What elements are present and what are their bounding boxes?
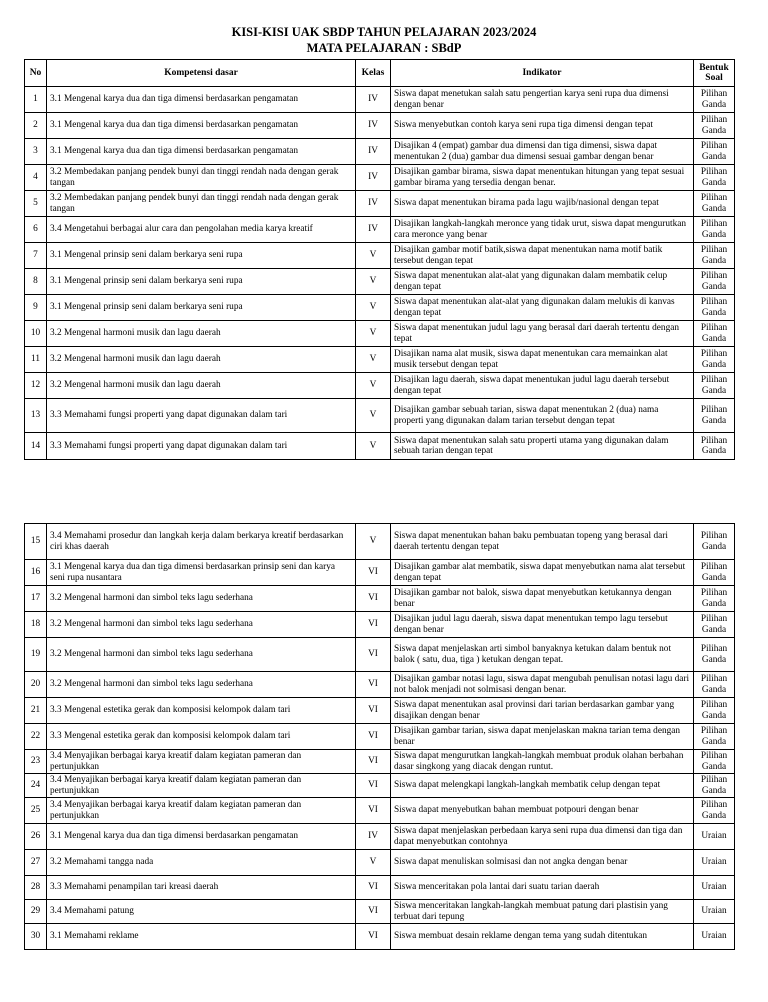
indikator-cell: Siswa dapat menentukan alat-alat yang digunakan dalam membatik celup dengan tepat: [391, 269, 694, 295]
row-number: 13: [25, 399, 47, 433]
kelas-cell: VI: [356, 698, 391, 724]
indikator-cell: Disajikan gambar tarian, siswa dapat menjelaskan makna tarian tema dengan benar: [391, 724, 694, 750]
row-number: 22: [25, 724, 47, 750]
bentuk-soal-cell: Pilihan Ganda: [694, 321, 735, 347]
kompetensi-cell: 3.3 Mengenal estetika gerak dan komposisi kelompok dalam tari: [47, 698, 356, 724]
kelas-cell: VI: [356, 750, 391, 774]
kompetensi-cell: 3.3 Mengenal estetika gerak dan komposisi kelompok dalam tari: [47, 724, 356, 750]
kompetensi-cell: 3.1 Mengenal karya dua dan tiga dimensi berdasarkan pengamatan: [47, 139, 356, 165]
row-number: 2: [25, 113, 47, 139]
kelas-cell: V: [356, 373, 391, 399]
bentuk-soal-cell: Pilihan Ganda: [694, 399, 735, 433]
kelas-cell: VI: [356, 774, 391, 798]
table-row: [25, 321, 735, 347]
kompetensi-cell: 3.2 Membedakan panjang pendek bunyi dan tinggi rendah nada dengan gerak tangan: [47, 191, 356, 217]
row-number: 30: [25, 924, 47, 950]
row-number: 26: [25, 824, 47, 850]
kompetensi-cell: 3.1 Mengenal karya dua dan tiga dimensi berdasarkan prinsip seni dan karya seni rupa nusantara: [47, 560, 356, 586]
kelas-cell: V: [356, 524, 391, 560]
table-row: [25, 139, 735, 165]
indikator-cell: Disajikan gambar birama, siswa dapat menentukan hitungan yang tepat sesuai gambar birama yang tersedia dengan benar.: [391, 165, 694, 191]
bentuk-soal-cell: Pilihan Ganda: [694, 191, 735, 217]
row-number: 4: [25, 165, 47, 191]
kompetensi-cell: 3.3 Memahami penampilan tari kreasi daerah: [47, 876, 356, 900]
kelas-cell: VI: [356, 724, 391, 750]
indikator-cell: Disajikan gambar not balok, siswa dapat menyebutkan ketukannya dengan benar: [391, 586, 694, 612]
kelas-cell: V: [356, 321, 391, 347]
kelas-cell: VI: [356, 672, 391, 698]
row-number: 12: [25, 373, 47, 399]
row-number: 10: [25, 321, 47, 347]
kelas-cell: V: [356, 347, 391, 373]
indikator-cell: Siswa dapat menetukan salah satu pengertian karya seni rupa dua dimensi dengan benar: [391, 87, 694, 113]
indikator-cell: Siswa dapat melengkapi langkah-langkah membatik celup dengan tepat: [391, 774, 694, 798]
kelas-cell: IV: [356, 87, 391, 113]
row-number: 27: [25, 850, 47, 876]
kompetensi-cell: 3.1 Mengenal karya dua dan tiga dimensi berdasarkan pengamatan: [47, 113, 356, 139]
row-number: 28: [25, 876, 47, 900]
indikator-cell: Siswa menceritakan langkah-langkah membuat patung dari plastisin yang terbuat dari tepung: [391, 900, 694, 924]
kompetensi-cell: 3.2 Mengenal harmoni dan simbol teks lagu sederhana: [47, 638, 356, 672]
row-number: 6: [25, 217, 47, 243]
row-number: 7: [25, 243, 47, 269]
table-row: [25, 399, 735, 433]
kelas-cell: IV: [356, 824, 391, 850]
row-number: 21: [25, 698, 47, 724]
table-row: [25, 243, 735, 269]
bentuk-soal-cell: Uraian: [694, 824, 735, 850]
row-number: 23: [25, 750, 47, 774]
indikator-cell: Disajikan gambar motif batik,siswa dapat menentukan nama motif batik tersebut dengan tepat: [391, 243, 694, 269]
table-row: [25, 824, 735, 850]
bentuk-soal-cell: Pilihan Ganda: [694, 698, 735, 724]
bentuk-soal-cell: Pilihan Ganda: [694, 347, 735, 373]
indikator-cell: Siswa dapat menentukan salah satu properti utama yang digunakan dalam sebuah tarian dengan tepat: [391, 433, 694, 460]
bentuk-soal-cell: Pilihan Ganda: [694, 243, 735, 269]
indikator-cell: Siswa membuat desain reklame dengan tema yang sudah ditentukan: [391, 924, 694, 950]
kompetensi-cell: 3.1 Mengenal prinsip seni dalam berkarya seni rupa: [47, 243, 356, 269]
table-row: [25, 750, 735, 774]
table-row: [25, 560, 735, 586]
bentuk-soal-cell: Uraian: [694, 876, 735, 900]
bentuk-soal-cell: Pilihan Ganda: [694, 560, 735, 586]
row-number: 5: [25, 191, 47, 217]
bentuk-soal-cell: Pilihan Ganda: [694, 113, 735, 139]
kompetensi-cell: 3.1 Mengenal karya dua dan tiga dimensi berdasarkan pengamatan: [47, 87, 356, 113]
bentuk-soal-cell: Pilihan Ganda: [694, 165, 735, 191]
kelas-cell: V: [356, 295, 391, 321]
bentuk-soal-cell: Uraian: [694, 924, 735, 950]
indikator-cell: Siswa dapat menentukan birama pada lagu wajib/nasional dengan tepat: [391, 191, 694, 217]
page-subtitle: MATA PELAJARAN : SBdP: [306, 41, 462, 55]
table-row: [25, 433, 735, 460]
table-row: [25, 798, 735, 824]
indikator-cell: Siswa dapat menuliskan solmisasi dan not angka dengan benar: [391, 850, 694, 876]
bentuk-soal-cell: Pilihan Ganda: [694, 672, 735, 698]
indikator-cell: Disajikan gambar sebuah tarian, siswa dapat menentukan 2 (dua) nama properti yang digunakan dalam tarian tersebut dengan tepat: [391, 399, 694, 433]
table-row: [25, 924, 735, 950]
table-row: [25, 876, 735, 900]
indikator-cell: Disajikan langkah-langkah meronce yang tidak urut, siswa dapat mengurutkan cara meronce yang benar: [391, 217, 694, 243]
row-number: 20: [25, 672, 47, 698]
bentuk-soal-cell: Pilihan Ganda: [694, 524, 735, 560]
kompetensi-cell: 3.4 Menyajikan berbagai karya kreatif dalam kegiatan pameran dan pertunjukkan: [47, 798, 356, 824]
indikator-cell: Disajikan gambar notasi lagu, siswa dapat mengubah penulisan notasi lagu dari not balok menjadi not solmisasi dengan benar.: [391, 672, 694, 698]
kelas-cell: V: [356, 850, 391, 876]
kelas-cell: VI: [356, 900, 391, 924]
kompetensi-cell: 3.2 Mengenal harmoni musik dan lagu daerah: [47, 347, 356, 373]
row-number: 8: [25, 269, 47, 295]
kelas-cell: VI: [356, 586, 391, 612]
indikator-cell: Siswa dapat menjelaskan arti simbol banyaknya ketukan dalam bentuk not balok ( satu, dua, tiga ) ketukan dengan tepat.: [391, 638, 694, 672]
kompetensi-cell: 3.2 Mengenal harmoni musik dan lagu daerah: [47, 373, 356, 399]
kisi-kisi-table-page-2: [24, 523, 735, 950]
kompetensi-cell: 3.3 Memahami fungsi properti yang dapat digunakan dalam tari: [47, 399, 356, 433]
kompetensi-cell: 3.2 Mengenal harmoni dan simbol teks lagu sederhana: [47, 672, 356, 698]
bentuk-soal-cell: Pilihan Ganda: [694, 612, 735, 638]
table-row: [25, 612, 735, 638]
kompetensi-cell: 3.2 Membedakan panjang pendek bunyi dan tinggi rendah nada dengan gerak tangan: [47, 165, 356, 191]
table-row: [25, 217, 735, 243]
table-row: [25, 165, 735, 191]
indikator-cell: Siswa dapat menjelaskan perbedaan karya seni rupa dua dimensi dan tiga dan dapat menyebutkan contohnya: [391, 824, 694, 850]
table-row: [25, 113, 735, 139]
row-number: 19: [25, 638, 47, 672]
kelas-cell: VI: [356, 798, 391, 824]
bentuk-soal-cell: Pilihan Ganda: [694, 295, 735, 321]
kompetensi-cell: 3.2 Mengenal harmoni dan simbol teks lagu sederhana: [47, 586, 356, 612]
kompetensi-cell: 3.2 Mengenal harmoni dan simbol teks lagu sederhana: [47, 612, 356, 638]
table-row: [25, 347, 735, 373]
row-number: 25: [25, 798, 47, 824]
table-row: [25, 850, 735, 876]
kelas-cell: IV: [356, 113, 391, 139]
column-header-bentuk: Bentuk Soal: [694, 60, 735, 87]
table-row: [25, 724, 735, 750]
kelas-cell: VI: [356, 612, 391, 638]
column-header-kompetensi: Kompetensi dasar: [47, 60, 356, 87]
table-row: [25, 586, 735, 612]
bentuk-soal-cell: Pilihan Ganda: [694, 87, 735, 113]
kelas-cell: V: [356, 433, 391, 460]
row-number: 29: [25, 900, 47, 924]
bentuk-soal-cell: Pilihan Ganda: [694, 774, 735, 798]
table-row: [25, 373, 735, 399]
indikator-cell: Siswa dapat menentukan alat-alat yang digunakan dalam melukis di kanvas dengan tepat: [391, 295, 694, 321]
kelas-cell: VI: [356, 638, 391, 672]
bentuk-soal-cell: Pilihan Ganda: [694, 750, 735, 774]
indikator-cell: Siswa menceritakan pola lantai dari suatu tarian daerah: [391, 876, 694, 900]
table-row: [25, 87, 735, 113]
kisi-kisi-table-page-1: [24, 59, 735, 460]
kompetensi-cell: 3.4 Mengetahui berbagai alur cara dan pengolahan media karya kreatif: [47, 217, 356, 243]
bentuk-soal-cell: Uraian: [694, 900, 735, 924]
row-number: 14: [25, 433, 47, 460]
indikator-cell: Disajikan nama alat musik, siswa dapat menentukan cara memainkan alat musik tersebut dengan tepat: [391, 347, 694, 373]
kelas-cell: V: [356, 399, 391, 433]
bentuk-soal-cell: Pilihan Ganda: [694, 798, 735, 824]
kompetensi-cell: 3.1 Memahami reklame: [47, 924, 356, 950]
bentuk-soal-cell: Uraian: [694, 850, 735, 876]
kelas-cell: IV: [356, 191, 391, 217]
indikator-cell: Disajikan gambar alat membatik, siswa dapat menyebutkan nama alat tersebut dengan tepat: [391, 560, 694, 586]
table-row: [25, 672, 735, 698]
kelas-cell: IV: [356, 217, 391, 243]
column-header-indikator: Indikator: [391, 60, 694, 87]
indikator-cell: Siswa dapat menentukan judul lagu yang berasal dari daerah tertentu dengan tepat: [391, 321, 694, 347]
table-row: [25, 524, 735, 560]
page-title: KISI-KISI UAK SBDP TAHUN PELAJARAN 2023/2024: [231, 25, 537, 39]
row-number: 16: [25, 560, 47, 586]
table-row: [25, 774, 735, 798]
kompetensi-cell: 3.3 Memahami fungsi properti yang dapat digunakan dalam tari: [47, 433, 356, 460]
kompetensi-cell: 3.2 Memahami tangga nada: [47, 850, 356, 876]
kompetensi-cell: 3.1 Mengenal prinsip seni dalam berkarya seni rupa: [47, 269, 356, 295]
table-row: [25, 269, 735, 295]
bentuk-soal-cell: Pilihan Ganda: [694, 638, 735, 672]
bentuk-soal-cell: Pilihan Ganda: [694, 139, 735, 165]
indikator-cell: Disajikan lagu daerah, siswa dapat menentukan judul lagu daerah tersebut dengan tepat: [391, 373, 694, 399]
bentuk-soal-cell: Pilihan Ganda: [694, 724, 735, 750]
table-row: [25, 295, 735, 321]
kelas-cell: IV: [356, 165, 391, 191]
bentuk-soal-cell: Pilihan Ganda: [694, 217, 735, 243]
bentuk-soal-cell: Pilihan Ganda: [694, 433, 735, 460]
kelas-cell: V: [356, 269, 391, 295]
row-number: 15: [25, 524, 47, 560]
kompetensi-cell: 3.4 Memahami prosedur dan langkah kerja dalam berkarya kreatif berdasarkan ciri khas daerah: [47, 524, 356, 560]
kelas-cell: V: [356, 243, 391, 269]
bentuk-soal-cell: Pilihan Ganda: [694, 269, 735, 295]
kelas-cell: VI: [356, 924, 391, 950]
row-number: 9: [25, 295, 47, 321]
kompetensi-cell: 3.4 Menyajikan berbagai karya kreatif dalam kegiatan pameran dan pertunjukkan: [47, 774, 356, 798]
indikator-cell: Siswa dapat mengurutkan langkah-langkah membuat produk olahan berbahan dasar singkong yang diacak dengan runtut.: [391, 750, 694, 774]
kompetensi-cell: 3.1 Mengenal karya dua dan tiga dimensi berdasarkan pengamatan: [47, 824, 356, 850]
indikator-cell: Siswa dapat menyebutkan bahan membuat potpouri dengan benar: [391, 798, 694, 824]
table-row: [25, 900, 735, 924]
kompetensi-cell: 3.4 Menyajikan berbagai karya kreatif dalam kegiatan pameran dan pertunjukkan: [47, 750, 356, 774]
row-number: 17: [25, 586, 47, 612]
row-number: 11: [25, 347, 47, 373]
bentuk-soal-cell: Pilihan Ganda: [694, 586, 735, 612]
kompetensi-cell: 3.4 Memahami patung: [47, 900, 356, 924]
bentuk-soal-cell: Pilihan Ganda: [694, 373, 735, 399]
table-row: [25, 698, 735, 724]
indikator-cell: Siswa dapat menentukan bahan baku pembuatan topeng yang berasal dari daerah tertentu dengan tepat: [391, 524, 694, 560]
kelas-cell: IV: [356, 139, 391, 165]
table-row: [25, 638, 735, 672]
kelas-cell: VI: [356, 560, 391, 586]
table-row: [25, 191, 735, 217]
kelas-cell: VI: [356, 876, 391, 900]
indikator-cell: Disajikan 4 (empat) gambar dua dimensi dan tiga dimensi, siswa dapat menentukan 2 (dua) gambar dua dimensi sesuai gambar dengan benar: [391, 139, 694, 165]
column-header-kelas: Kelas: [356, 60, 391, 87]
row-number: 24: [25, 774, 47, 798]
indikator-cell: Siswa menyebutkan contoh karya seni rupa tiga dimensi dengan tepat: [391, 113, 694, 139]
kompetensi-cell: 3.2 Mengenal harmoni musik dan lagu daerah: [47, 321, 356, 347]
row-number: 3: [25, 139, 47, 165]
column-header-no: No: [25, 60, 47, 87]
indikator-cell: Siswa dapat menentukan asal provinsi dari tarian berdasarkan gambar yang disajikan dengan benar: [391, 698, 694, 724]
indikator-cell: Disajikan judul lagu daerah, siswa dapat menentukan tempo lagu tersebut dengan benar: [391, 612, 694, 638]
row-number: 18: [25, 612, 47, 638]
row-number: 1: [25, 87, 47, 113]
kompetensi-cell: 3.1 Mengenal prinsip seni dalam berkarya seni rupa: [47, 295, 356, 321]
table-header-row: [25, 60, 735, 87]
